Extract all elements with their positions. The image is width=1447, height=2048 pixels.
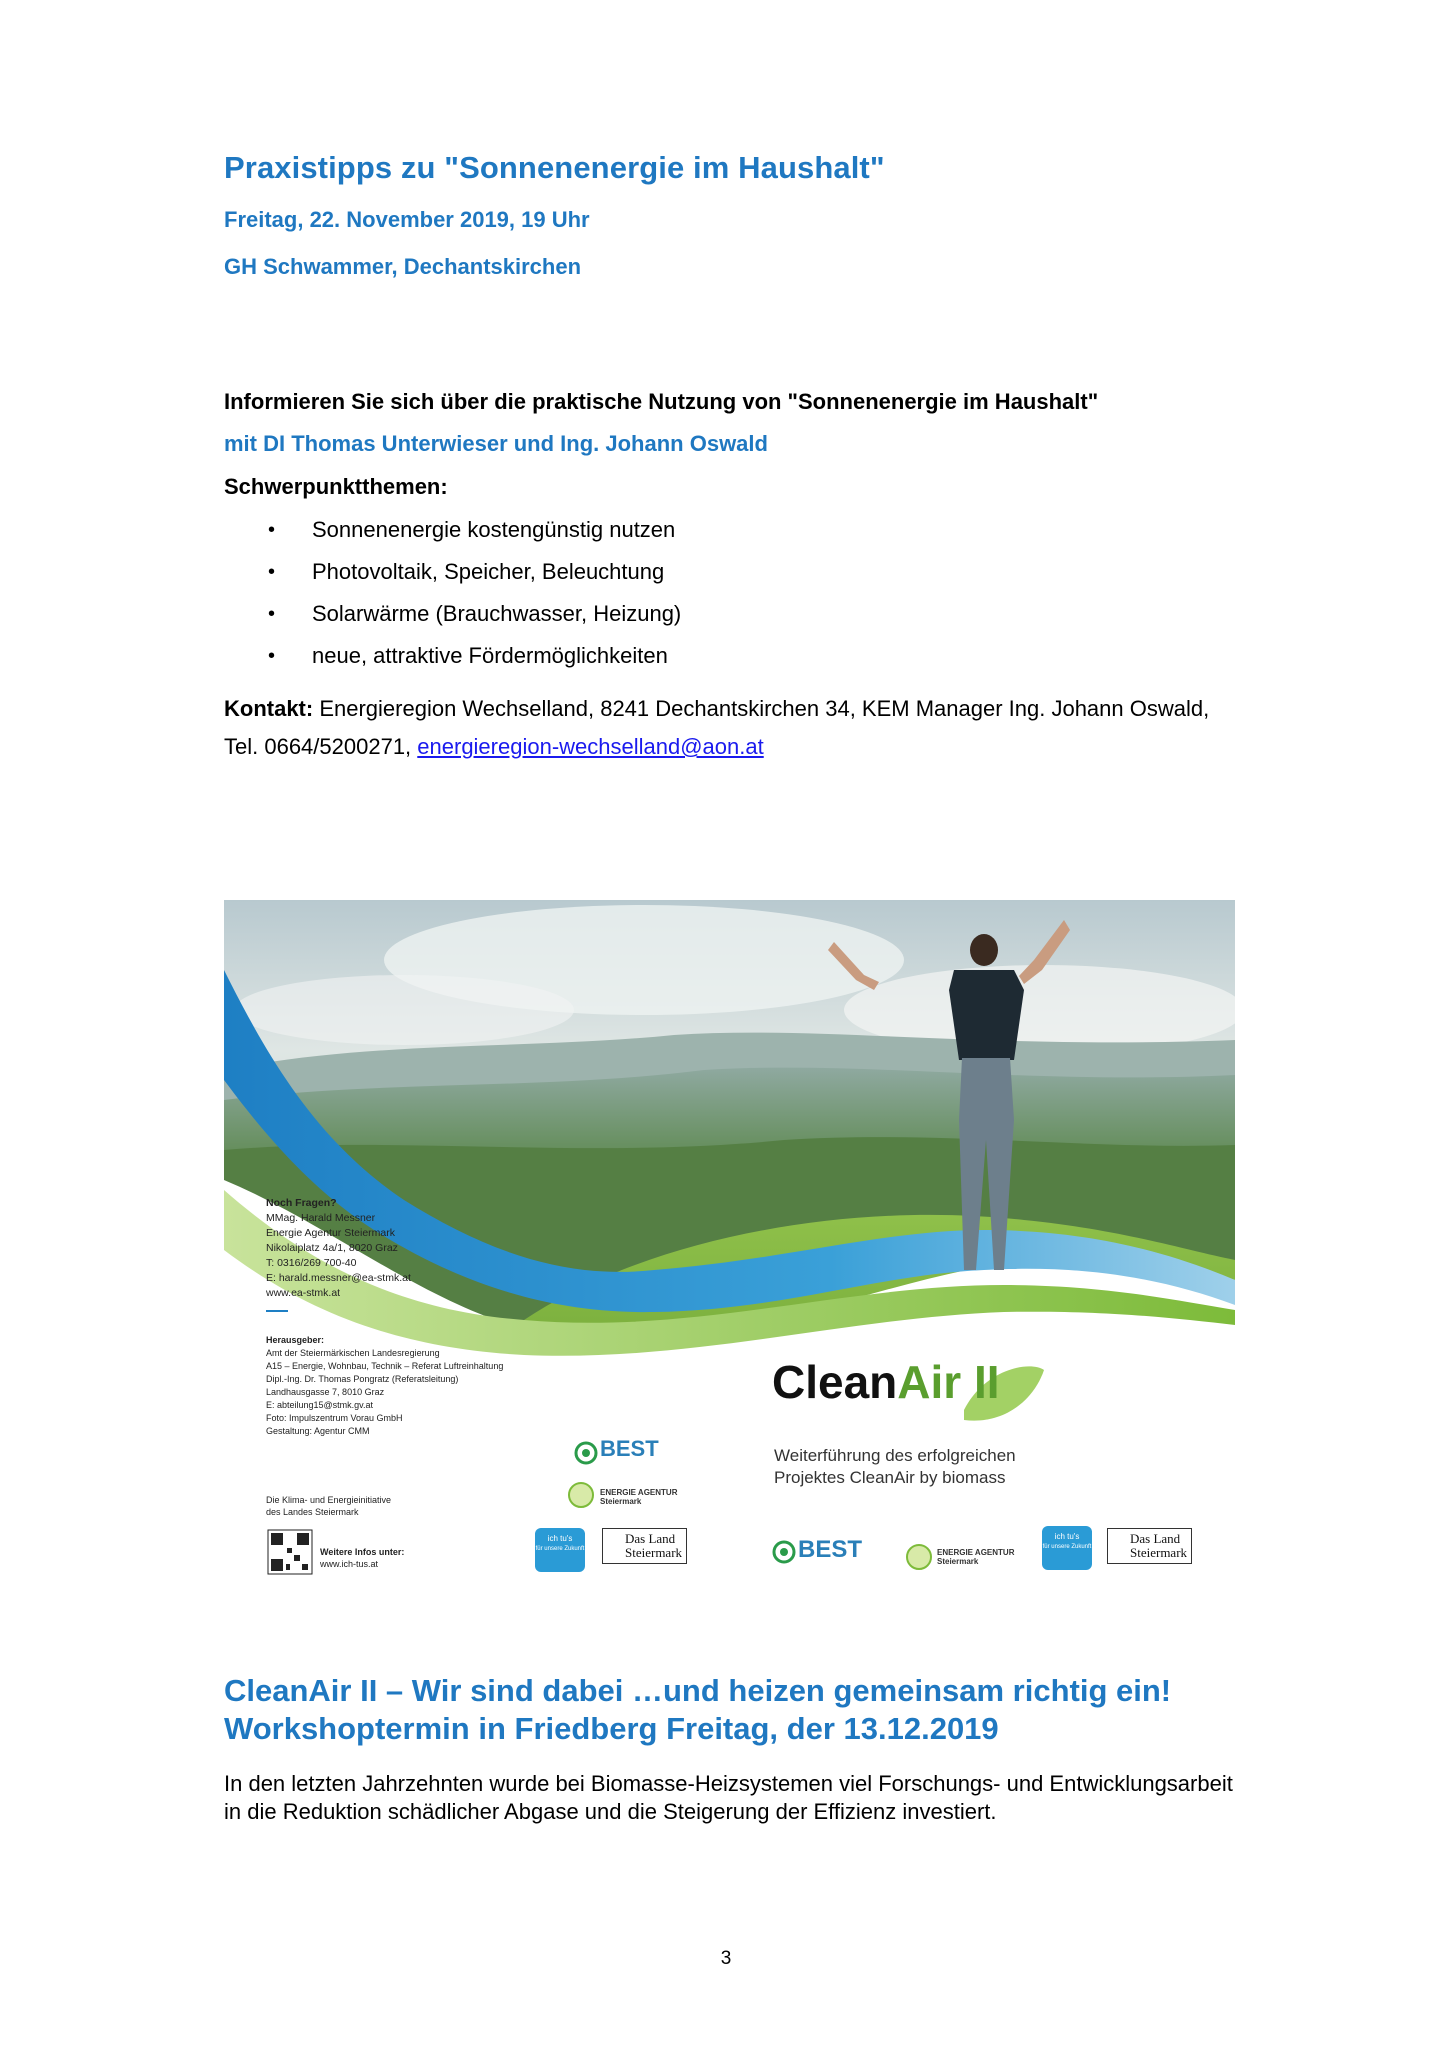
- event-location: GH Schwammer, Dechantskirchen: [224, 254, 582, 279]
- topic-text: Solarwärme (Brauchwasser, Heizung): [312, 601, 682, 626]
- more-info-label: Weitere Infos unter:: [320, 1547, 405, 1557]
- brand-air: Air II: [897, 1356, 1000, 1408]
- topic-text: Photovoltaik, Speicher, Beleuchtung: [312, 559, 665, 584]
- ich-sub: für unsere Zukunft: [535, 1546, 585, 1552]
- brand-clean: Clean: [772, 1356, 898, 1408]
- land-line-1: Das Land: [625, 1531, 676, 1546]
- initiative-line: Die Klima- und Energieinitiative: [266, 1495, 392, 1505]
- contact-text: Energieregion Wechselland, 8241 Dechantskirchen 34, KEM Manager Ing. Johann Oswald, Tel. 0664/5200271,: [224, 696, 1210, 759]
- topic-text: neue, attraktive Fördermöglichkeiten: [312, 643, 668, 668]
- land-line-2: Steiermark: [625, 1545, 683, 1560]
- list-item: [224, 509, 681, 551]
- publisher-line: Amt der Steiermärkischen Landesregierung: [266, 1348, 440, 1358]
- flyer-more-info: [320, 1546, 404, 1570]
- publisher-line: A15 – Energie, Wohnbau, Technik – Referat Luftreinhaltung: [266, 1361, 504, 1371]
- list-item: [224, 635, 681, 677]
- best-logo-text: BEST: [798, 1536, 863, 1563]
- more-info-url: www.ich-tus.at: [320, 1559, 379, 1569]
- land-line-2: Steiermark: [1130, 1545, 1188, 1560]
- land-line-1: Das Land: [1130, 1531, 1181, 1546]
- initiative-line: des Landes Steiermark: [266, 1507, 359, 1517]
- ich-sub: für unsere Zukunft: [1042, 1544, 1092, 1550]
- ich-text: ich tu's: [547, 1534, 573, 1543]
- questions-heading: Noch Fragen?: [266, 1197, 337, 1209]
- event-title: Praxistipps zu "Sonnenenergie im Haushalt": [224, 150, 885, 185]
- publisher-line: Landhausgasse 7, 8010 Graz: [266, 1387, 385, 1397]
- event2-title: CleanAir II – Wir sind dabei …und heizen gemeinsam richtig ein! Workshoptermin in Friedberg Freitag, der 13.12.2019: [224, 1673, 1172, 1746]
- bullet: •: [268, 519, 276, 541]
- questions-line: Nikolaiplatz 4a/1, 8020 Graz: [266, 1242, 398, 1254]
- questions-line: MMag. Harald Messner: [266, 1212, 376, 1224]
- publisher-heading: Herausgeber:: [266, 1335, 325, 1345]
- event2-paragraph: In den letzten Jahrzehnten wurde bei Biomasse-Heizsystemen viel Forschungs- und Entwicklungsarbeit in die Reduktion schädlicher Abgase und die Steigerung der Effizienz investiert.: [224, 1771, 1233, 1824]
- energie-agentur-logo: [600, 1488, 678, 1506]
- publisher-line: Foto: Impulszentrum Vorau GmbH: [266, 1413, 403, 1423]
- flyer-publisher: [266, 1334, 503, 1438]
- flyer-questions: [266, 1196, 411, 1301]
- page-number: 3: [720, 1948, 732, 1969]
- ich-tus-logo: [535, 1528, 585, 1572]
- publisher-line: Gestaltung: Agentur CMM: [266, 1426, 370, 1436]
- contact-email-link[interactable]: energieregion-wechselland@aon.at: [417, 734, 764, 759]
- ea-text: ENERGIE AGENTUR: [600, 1488, 678, 1497]
- questions-line: E: harald.messner@ea-stmk.at: [266, 1272, 411, 1284]
- best-logo: [600, 1436, 659, 1462]
- cleanair-brand: [772, 1355, 1000, 1409]
- questions-line: www.ea-stmk.at: [266, 1287, 341, 1299]
- best-logo: [798, 1536, 862, 1564]
- bullet: •: [268, 561, 276, 583]
- energie-agentur-logo: [937, 1548, 1015, 1566]
- publisher-line: Dipl.-Ing. Dr. Thomas Pongratz (Referatsleitung): [266, 1374, 459, 1384]
- divider: [266, 1310, 288, 1312]
- topics-list: [224, 509, 681, 677]
- event-speakers: mit DI Thomas Unterwieser und Ing. Johann Oswald: [224, 431, 768, 456]
- questions-line: Energie Agentur Steiermark: [266, 1227, 395, 1239]
- ea-sub: Steiermark: [937, 1557, 979, 1566]
- ich-tus-logo: [1042, 1526, 1092, 1570]
- event-date: Freitag, 22. November 2019, 19 Uhr: [224, 207, 590, 232]
- publisher-line: E: abteilung15@stmk.gv.at: [266, 1400, 374, 1410]
- list-item: [224, 593, 681, 635]
- ich-text: ich tu's: [1054, 1532, 1080, 1541]
- best-logo-text: BEST: [600, 1436, 659, 1461]
- flyer-initiative: [266, 1494, 391, 1518]
- contact-label: Kontakt:: [224, 696, 314, 721]
- land-steiermark-logo: [602, 1528, 687, 1564]
- bullet: •: [268, 645, 276, 667]
- ea-text: ENERGIE AGENTUR: [937, 1548, 1015, 1557]
- topics-heading: Schwerpunktthemen:: [224, 474, 448, 499]
- cleanair-tagline: [774, 1445, 1016, 1489]
- contact-block: [224, 690, 1244, 766]
- tagline-line: Weiterführung des erfolgreichen: [774, 1446, 1016, 1465]
- event-intro: Informieren Sie sich über die praktische Nutzung von "Sonnenenergie im Haushalt": [224, 389, 1099, 414]
- questions-line: T: 0316/269 700-40: [266, 1257, 357, 1269]
- bullet: •: [268, 603, 276, 625]
- land-steiermark-logo: [1107, 1528, 1192, 1564]
- list-item: [224, 551, 681, 593]
- tagline-line: Projektes CleanAir by biomass: [774, 1468, 1006, 1487]
- topic-text: Sonnenenergie kostengünstig nutzen: [312, 517, 676, 542]
- ea-sub: Steiermark: [600, 1497, 642, 1506]
- cleanair-flyer-image: [224, 900, 1235, 1585]
